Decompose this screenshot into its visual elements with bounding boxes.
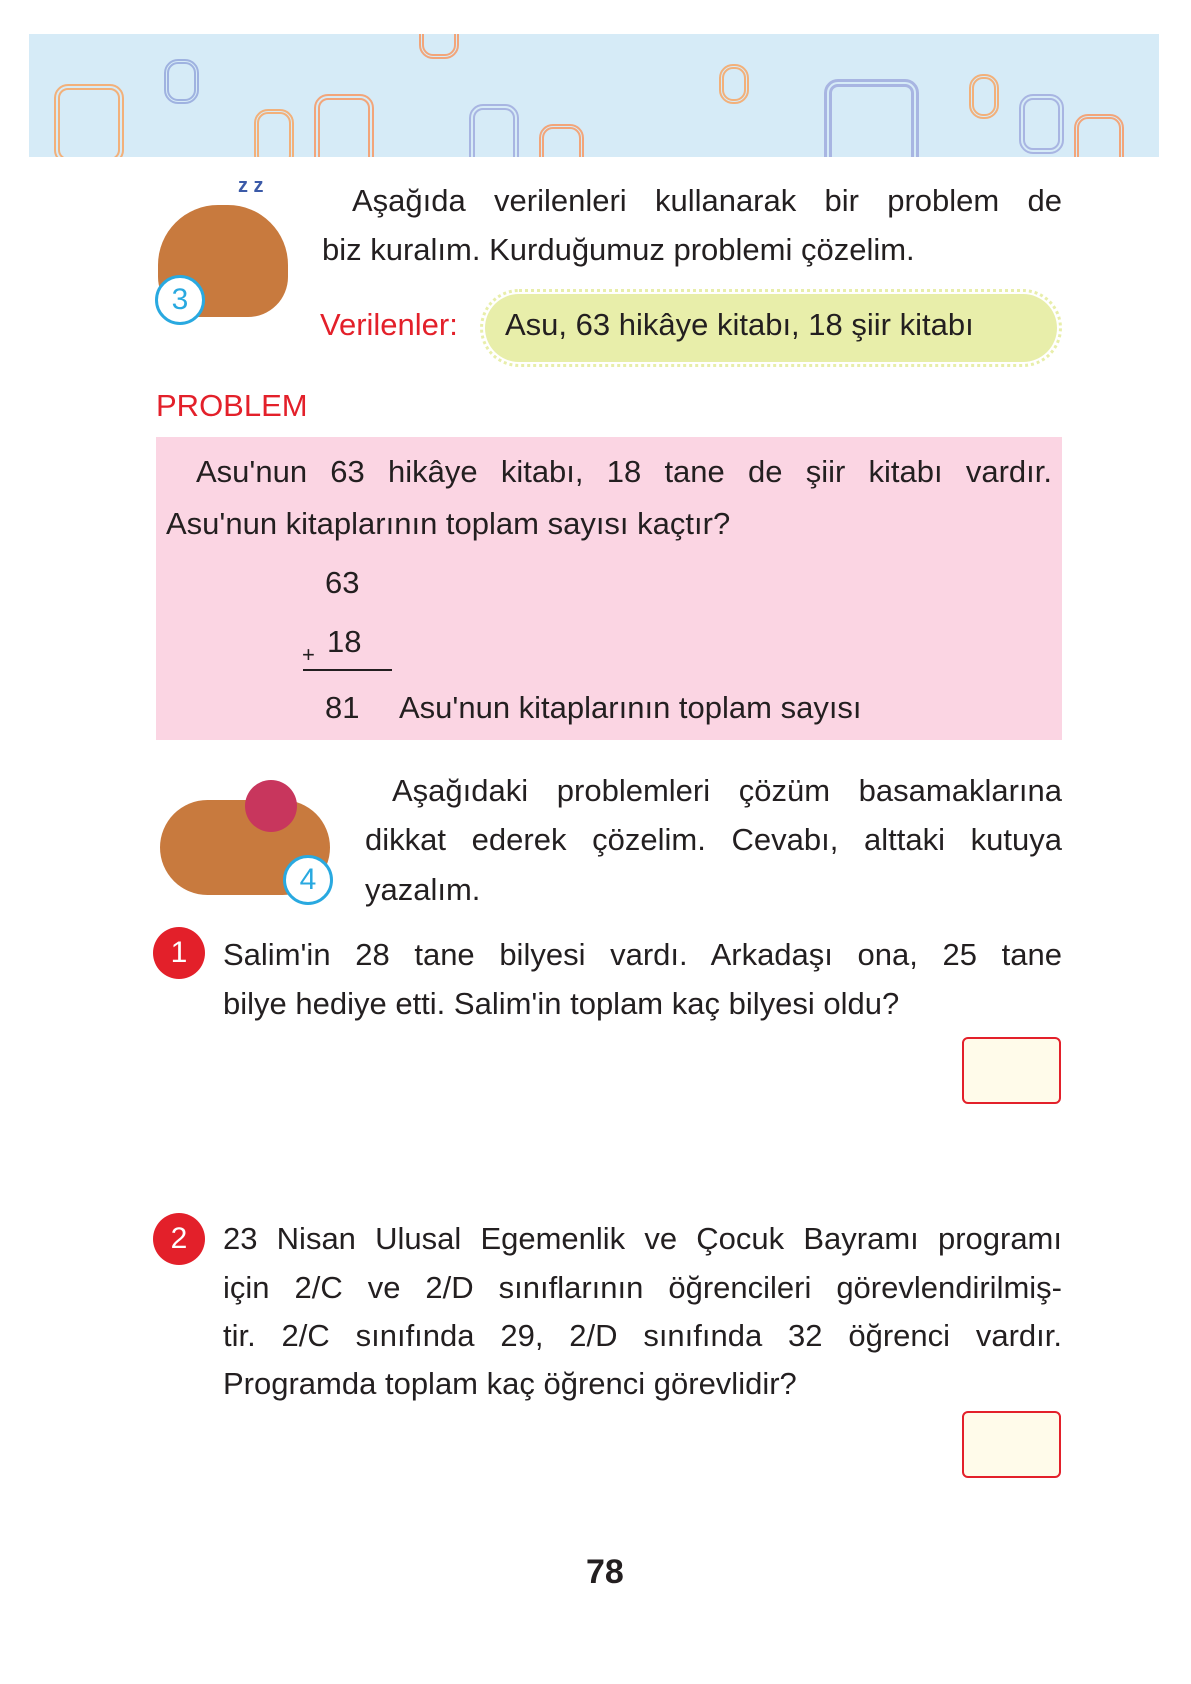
plus-sign: +: [302, 642, 315, 667]
intro-line: yazalım.: [365, 872, 481, 907]
problem-line: 23 Nisan Ulusal Egemenlik ve Çocuk Bayramı programı: [223, 1221, 1062, 1256]
intro-line: dikkat ederek çözelim. Cevabı, alttaki kutuya: [365, 822, 1062, 857]
yarn-ball-icon: [245, 780, 297, 832]
given-value: Asu, 63 hikâye kitabı, 18 şiir kitabı: [505, 307, 974, 342]
answer-box-2[interactable]: [962, 1411, 1061, 1478]
given-label: Verilenler:: [320, 307, 458, 342]
addend-1: 63: [325, 565, 360, 600]
problem-line: tir. 2/C sınıfında 29, 2/D sınıfında 32 öğrenci vardır.: [223, 1318, 1062, 1353]
intro-line: Aşağıdaki problemleri çözüm basamaklarına: [392, 773, 1062, 808]
sum-label: Asu'nun kitaplarının toplam sayısı: [399, 690, 862, 725]
zzz-icon: z z: [238, 175, 264, 197]
problem-line: için 2/C ve 2/D sınıflarının öğrencileri görevlendirilmiş-: [223, 1270, 1062, 1305]
intro-line: biz kuralım. Kurduğumuz problemi çözelim.: [322, 232, 915, 267]
problem-line: Salim'in 28 tane bilyesi vardı. Arkadaşı ona, 25 tane: [223, 937, 1062, 972]
problem-line: Programda toplam kaç öğrenci görevlidir?: [223, 1366, 797, 1401]
intro-line: Aşağıda verilenleri kullanarak bir problem de: [352, 183, 1062, 218]
answer-box-1[interactable]: [962, 1037, 1061, 1104]
problem-line: bilye hediye etti. Salim'in toplam kaç bilyesi oldu?: [223, 986, 900, 1021]
problem-heading: PROBLEM: [156, 388, 308, 423]
problem-line: Asu'nun 63 hikâye kitabı, 18 tane de şiir kitabı vardır.: [196, 454, 1052, 489]
sum: 81: [325, 690, 360, 725]
problem-line: Asu'nun kitaplarının toplam sayısı kaçtır?: [166, 506, 731, 541]
problem-number-badge: 1: [156, 930, 202, 976]
page-number: 78: [586, 1553, 624, 1591]
sum-line: [303, 669, 392, 671]
problem-number-badge: 2: [156, 1216, 202, 1262]
decorative-banner: [29, 34, 1159, 157]
section-number-4: 4: [283, 855, 333, 905]
addend-2: 18: [327, 624, 362, 659]
section-number-3: 3: [155, 275, 205, 325]
